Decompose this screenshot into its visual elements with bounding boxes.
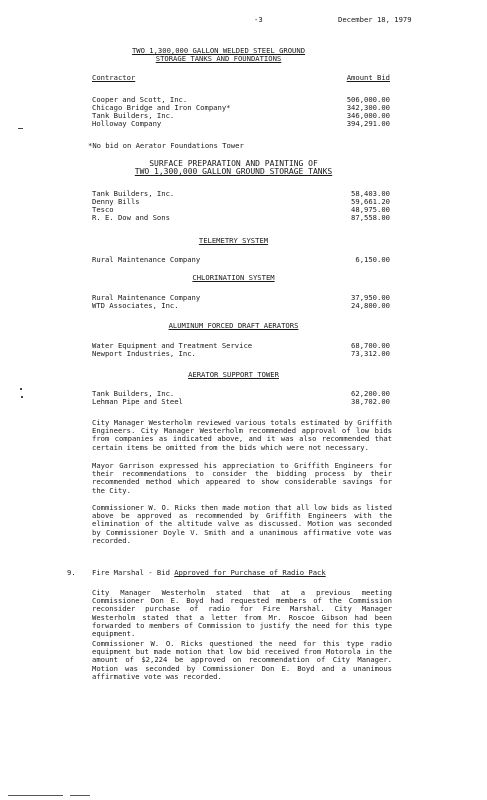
scan-edge-line	[8, 795, 63, 796]
bid-row	[92, 302, 390, 310]
contractor-name: Tesco	[92, 205, 114, 214]
paragraph-motion-approve-bids: Commissioner W. O. Ricks then made motion that all low bids as listed above be approved as recommended by Griffith Engineers with the elimination of the altitude valve as discussed. Motion was seconded by Commissioner Doyle V. Smith and a unanimous affirmative vote was recorded.	[92, 503, 392, 545]
section-title-chlorination: CHLORINATION SYSTEM	[192, 273, 275, 282]
section-title-telemetry: TELEMETRY SYSTEM	[198, 236, 269, 245]
bid-amount: 87,558.00	[351, 213, 390, 222]
section-title-painting-1: SURFACE PREPARATION AND PAINTING OF	[149, 159, 318, 168]
col-contractor: Contractor	[92, 73, 136, 82]
bid-row	[92, 214, 390, 222]
item-heading-underlined: Approved for Purchase of Radio Pack	[174, 568, 326, 577]
contractor-name: Water Equipment and Treatment Service	[92, 341, 253, 350]
bid-amount: 6,150.00	[355, 255, 390, 264]
bid-row	[92, 350, 390, 358]
bid-amount: 346,000.00	[346, 111, 390, 120]
section-title-aerators: ALUMINUM FORCED DRAFT AERATORS	[168, 321, 299, 330]
bid-amount: 73,312.00	[351, 349, 390, 358]
bid-amount: 62,200.00	[351, 389, 390, 398]
item-number: 9.	[67, 568, 76, 577]
bid-row	[92, 256, 390, 264]
contractor-name: WTD Associates, Inc.	[92, 301, 179, 310]
bid-amount: 506,000.00	[346, 95, 390, 104]
bid-amount: 394,291.00	[346, 119, 390, 128]
contractor-name: Newport Industries, Inc.	[92, 349, 196, 358]
contractor-name: Cooper and Scott, Inc.	[92, 95, 188, 104]
scan-mark	[18, 128, 23, 129]
bid-amount: 38,702.00	[351, 397, 390, 406]
contractor-name: Rural Maintenance Company	[92, 255, 201, 264]
item-heading	[92, 569, 326, 577]
section-title-painting-2: TWO 1,300,000 GALLON GROUND STORAGE TANKS	[134, 167, 333, 176]
bid-row	[92, 120, 390, 128]
bid-amount: 24,800.00	[351, 301, 390, 310]
bid-amount: 68,700.00	[351, 341, 390, 350]
paragraph-radio-request: City Manager Westerholm stated that at a previous meeting Commissioner Don E. Boyd had requested members of the Commission reconsider purchase of radio for Fire Marshal. City Manager Westerholm stated that a letter from Mr. Roscoe Gibson had been forwarded to members of Commission to justify the need for this type equipment.	[92, 588, 392, 639]
contractor-name: Holloway Company	[92, 119, 162, 128]
paragraph-mayor-appreciation: Mayor Garrison expressed his appreciation to Griffith Engineers for their recommendations to consider the bidding process by their recommended method which appeared to show considerable savings for the City.	[92, 461, 392, 495]
contractor-name: Tank Builders, Inc.	[92, 389, 175, 398]
scan-mark	[21, 396, 23, 398]
contractor-name: Chicago Bridge and Iron Company*	[92, 103, 231, 112]
section-title-tanks-1: TWO 1,300,000 GALLON WELDED STEEL GROUND	[131, 46, 306, 55]
section-title-support-tower: AERATOR SUPPORT TOWER	[188, 370, 279, 379]
contractor-name: Denny Bills	[92, 197, 140, 206]
contractor-name: Lehman Pipe and Steel	[92, 397, 183, 406]
contractor-name: R. E. Dow and Sons	[92, 213, 170, 222]
contractor-name: Tank Builders, Inc.	[92, 189, 175, 198]
col-amount-bid: Amount Bid	[346, 73, 390, 82]
bid-amount: 58,403.00	[351, 189, 390, 198]
bid-amount: 48,975.00	[351, 205, 390, 214]
contractor-name: Rural Maintenance Company	[92, 293, 201, 302]
contractor-name: Tank Builders, Inc.	[92, 111, 175, 120]
footnote-no-bid: *No bid on Aerator Foundations Tower	[88, 141, 244, 150]
document-date: December 18, 1979	[338, 15, 412, 24]
item-heading-lead: Fire Marshal - Bid	[92, 568, 175, 577]
bid-amount: 342,300.00	[346, 103, 390, 112]
bid-amount: 59,661.20	[351, 197, 390, 206]
paragraph-motion-motorola: Commissioner W. O. Ricks questioned the need for this type radio equipment but made motion that low bid received from Motorola in the amount of $2,224 be approved on recommendation of City Manager. Motion was seconded by Commissioner Don E. Boyd and a unanimous affirmative vote was recorded.	[92, 639, 392, 681]
bid-row	[92, 398, 390, 406]
bid-row	[92, 198, 390, 206]
bid-amount: 37,950.00	[351, 293, 390, 302]
scan-mark	[20, 388, 22, 390]
scan-edge-line	[70, 795, 90, 796]
paragraph-engineer-review: City Manager Westerholm reviewed various totals estimated by Griffith Engineers. City Manager Westerholm recommended approval of low bids from companies as indicated above, and it was also recommended that certain items be omitted from the bids which were not necessary.	[92, 418, 392, 452]
section-title-tanks-2: STORAGE TANKS AND FOUNDATIONS	[155, 54, 282, 63]
page-number: -3	[254, 15, 263, 24]
column-headers	[92, 74, 390, 82]
